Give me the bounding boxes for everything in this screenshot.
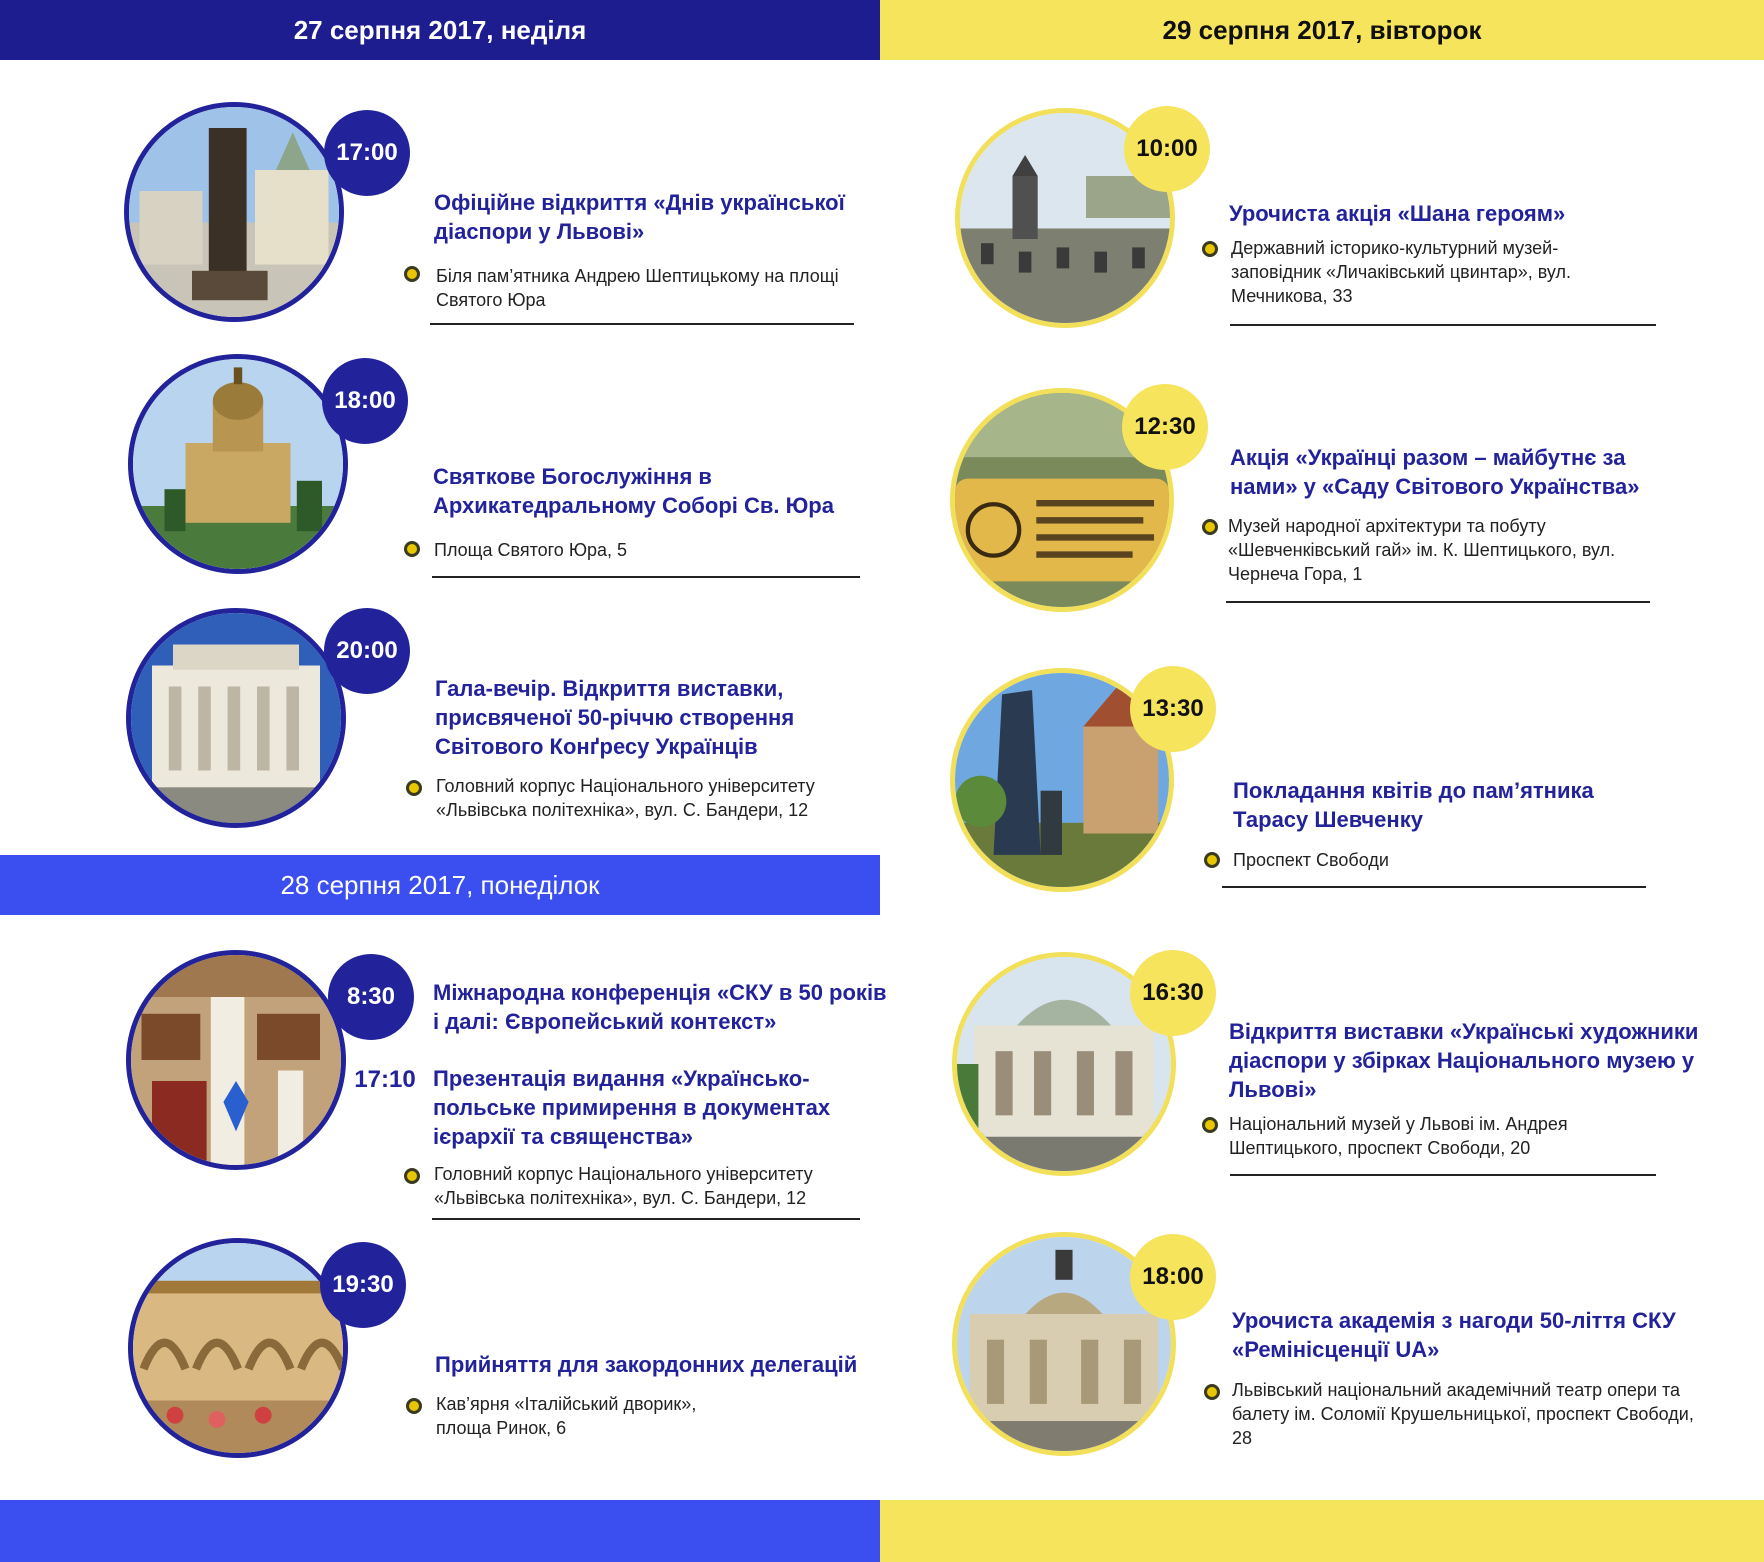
bullet-icon [1202, 241, 1218, 257]
event-time: 20:00 [336, 637, 398, 664]
event-time-badge [324, 110, 410, 196]
event-time: 13:30 [1142, 695, 1204, 722]
divider [430, 323, 854, 325]
photo-polytechnic [126, 608, 346, 828]
event-title: Міжнародна конференція «СКУ в 50 років і далі: Європейський контекст» [433, 980, 887, 1034]
event-address: Державний історико-культурний музей-заповідник «Личаківський цвинтар», вул. Мечникова, 33 [1231, 238, 1572, 306]
footer-bar-blue [0, 1500, 880, 1562]
day1-header [0, 0, 880, 60]
day3-header [880, 0, 1764, 60]
event-title: Урочиста академія з нагоди 50-ліття СКУ «Ремінісценції UA» [1232, 1308, 1676, 1362]
event-time: 17:00 [336, 139, 398, 166]
event-time-badge-secondary [342, 1060, 428, 1100]
bullet-icon [406, 1398, 422, 1414]
event-time-badge [320, 1242, 406, 1328]
event-time: 18:00 [1142, 1263, 1204, 1290]
event-time-badge [328, 954, 414, 1040]
event-address: Площа Святого Юра, 5 [434, 540, 628, 560]
event-title: Покладання квітів до пам’ятника Тарасу Шевченку [1233, 778, 1594, 832]
divider [1222, 886, 1646, 888]
divider [1230, 324, 1656, 326]
event-address: Проспект Свободи [1233, 850, 1389, 870]
event-time-badge [1130, 950, 1216, 1036]
bullet-icon [406, 780, 422, 796]
event-time-badge [1122, 384, 1208, 470]
event-title: Святкове Богослужіння в Архикатедральному Соборі Св. Юра [433, 464, 834, 518]
event-time: 17:10 [354, 1066, 416, 1093]
divider [1226, 601, 1650, 603]
photo-italian-courtyard [128, 1238, 348, 1458]
event-address: Музей народної архітектури та побуту «Шевченківський гай» ім. К. Шептицького, вул. Чернеча Гора, 1 [1228, 516, 1616, 584]
divider [432, 1218, 860, 1220]
bullet-icon [1204, 852, 1220, 868]
event-title: Гала-вечір. Відкриття виставки, присвяченої 50-річчю створення Світового Конґресу Українців [435, 676, 795, 759]
event-time: 19:30 [332, 1271, 394, 1298]
day2-header-label: 28 серпня 2017, понеділок [280, 869, 600, 900]
event-time-badge [1130, 1234, 1216, 1320]
bullet-icon [404, 541, 420, 557]
bullet-icon [1202, 519, 1218, 535]
event-title-secondary: Презентація видання «Українсько-польське примирення в документах ієрархії та священства» [433, 1066, 831, 1149]
bullet-icon [1204, 1384, 1220, 1400]
event-time: 18:00 [334, 387, 396, 414]
event-address: Біля пам’ятника Андрею Шептицькому на площі Святого Юра [436, 266, 839, 310]
day2-header [0, 855, 880, 915]
day1-header-label: 27 серпня 2017, неділя [293, 14, 587, 45]
event-time-badge [1124, 106, 1210, 192]
event-title: Прийняття для закордонних делегацій [435, 1352, 858, 1377]
event-time-badge [1130, 666, 1216, 752]
event-address: Львівський національний академічний театр опери та балету ім. Соломії Крушельницької, проспект Свободи, 28 [1232, 1380, 1694, 1448]
photo-sheptytsky-monument [124, 102, 344, 322]
day3-header-label: 29 серпня 2017, вівторок [1162, 14, 1482, 45]
photo-polytechnic-hall [126, 950, 346, 1170]
bullet-icon [404, 266, 420, 282]
divider [1230, 1174, 1656, 1176]
event-time-badge [322, 358, 408, 444]
divider [432, 576, 860, 578]
event-address: Головний корпус Національного університету «Львівська політехніка», вул. С. Бандери, 12 [434, 1164, 813, 1208]
event-title: Акція «Українці разом – майбутнє за нами» у «Саду Світового Українства» [1230, 445, 1640, 499]
photo-st-george-cathedral [128, 354, 348, 574]
event-title: Офіційне відкриття «Днів української діаспори у Львові» [434, 190, 845, 244]
event-title: Урочиста акція «Шана героям» [1229, 201, 1566, 226]
event-title: Відкриття виставки «Українські художники діаспори у збірках Національного музею у Львові» [1229, 1019, 1699, 1102]
event-address: Національний музей у Львові ім. Андрея Шептицького, проспект Свободи, 20 [1229, 1114, 1568, 1158]
event-time: 12:30 [1134, 413, 1196, 440]
event-time: 16:30 [1142, 979, 1204, 1006]
footer-bar-yellow [880, 1500, 1764, 1562]
event-address: Головний корпус Національного університету «Львівська політехніка», вул. С. Бандери, 12 [436, 776, 815, 820]
event-address: Кав’ярня «Італійський дворик», площа Ринок, 6 [436, 1394, 697, 1438]
event-time: 8:30 [346, 983, 396, 1010]
bullet-icon [404, 1168, 420, 1184]
bullet-icon [1202, 1117, 1218, 1133]
event-time: 10:00 [1136, 135, 1198, 162]
event-time-badge [324, 608, 410, 694]
